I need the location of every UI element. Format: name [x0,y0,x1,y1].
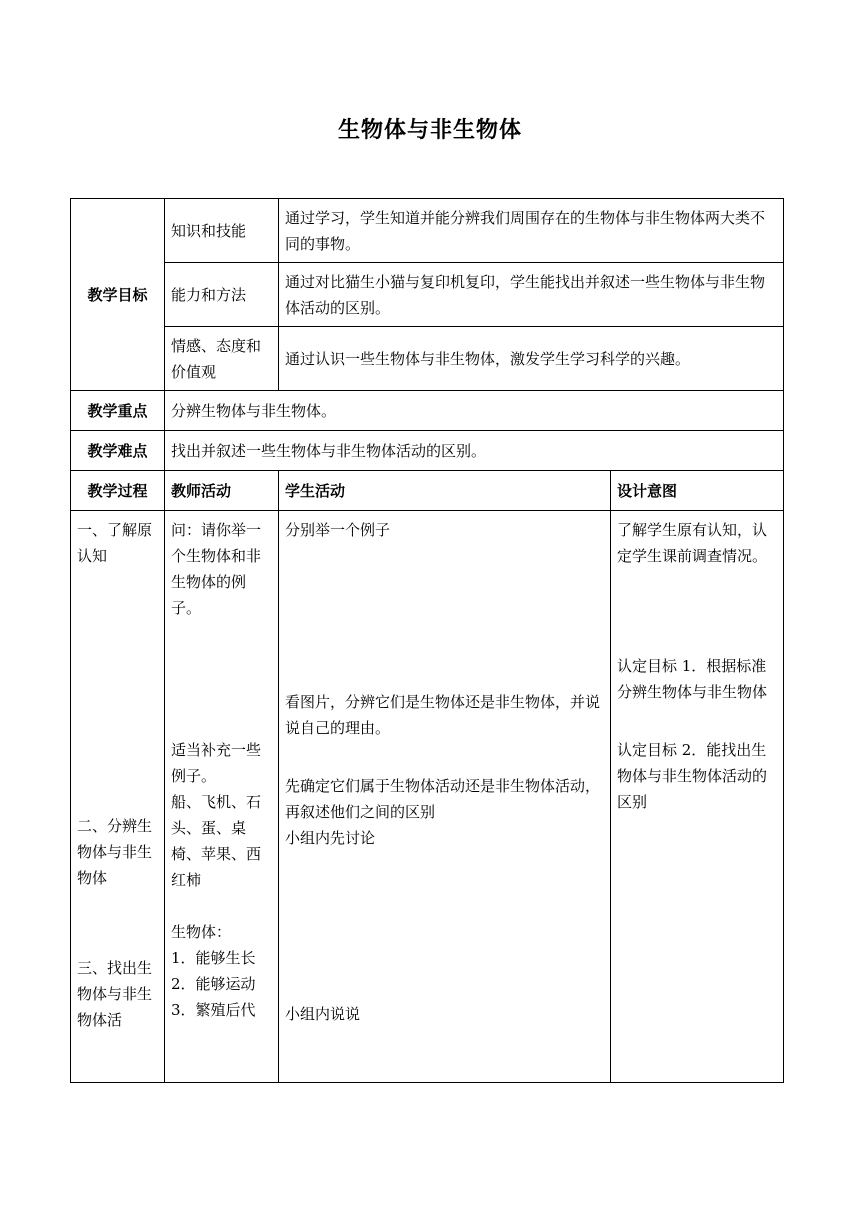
goal-text-ability: 通过对比猫生小猫与复印机复印，学生能找出并叙述一些生物体与非生物体活动的区别。 [279,263,784,327]
key-point-row [71,391,784,431]
student-activity-5: 小组内说说 [285,1005,361,1023]
student-activity-2: 看图片，分辨它们是生物体还是非生物体，并说说自己的理由。 [285,693,601,737]
goals-header: 教学目标 [71,199,165,391]
key-point-header: 教学重点 [71,391,165,431]
student-activity-4: 小组内先讨论 [285,829,376,847]
teacher-examples: 船、飞机、石头、蛋、桌椅、苹果、西红柿 [171,793,262,889]
goal-text-attitude: 通过认识一些生物体与非生物体，激发学生学习科学的兴趣。 [279,327,784,391]
design-intent-2: 认定目标 1．根据标准分辨生物体与非生物体 [617,657,768,701]
document-title: 生物体与非生物体 [337,117,522,143]
student-activity-3: 先确定它们属于生物体活动还是非生物体活动，再叙述他们之间的区别 [285,777,601,821]
student-column [279,511,611,1083]
process-header-design: 设计意图 [611,471,784,511]
process-header-student: 学生活动 [279,471,611,511]
design-intent-1: 了解学生原有认知，认定学生课前调查情况。 [617,521,768,565]
goal-row-knowledge [71,199,784,263]
difficulty-header: 教学难点 [71,431,165,471]
stage-1: 一、了解原认知 [77,521,153,565]
design-intent-3: 认定目标 2．能找出生物体与非生物体活动的区别 [617,741,768,811]
goal-text-knowledge: 通过学习，学生知道并能分辨我们周围存在的生物体与非生物体两大类不同的事物。 [279,199,784,263]
process-body-row [71,511,784,1083]
goal-label-attitude: 情感、态度和价值观 [165,327,279,391]
goal-label-knowledge: 知识和技能 [165,199,279,263]
stage-2: 二、分辨生物体与非生物体 [77,817,153,887]
difficulty-text: 找出并叙述一些生物体与非生物体活动的区别。 [165,431,784,471]
process-header-teacher: 教师活动 [165,471,279,511]
goal-row-attitude [71,327,784,391]
student-activity-1: 分别举一个例子 [285,521,391,539]
teacher-bio-title: 生物体： [171,923,232,941]
teacher-bio-item-3: 3．繁殖后代 [171,1001,256,1019]
teacher-column [165,511,279,1083]
teacher-question: 问：请你举一个生物体和非生物体的例子。 [171,521,262,617]
lesson-plan-table [70,198,784,1083]
key-point-text: 分辨生物体与非生物体。 [165,391,784,431]
difficulty-row [71,431,784,471]
stage-column [71,511,165,1083]
process-header-stage: 教学过程 [71,471,165,511]
goal-label-ability: 能力和方法 [165,263,279,327]
design-column [611,511,784,1083]
stage-3: 三、找出生物体与非生物体活 [77,959,153,1029]
teacher-supplement: 适当补充一些例子。 [171,741,262,785]
goal-row-ability [71,263,784,327]
teacher-bio-item-2: 2．能够运动 [171,975,256,993]
process-header-row [71,471,784,511]
teacher-bio-item-1: 1．能够生长 [171,949,256,967]
